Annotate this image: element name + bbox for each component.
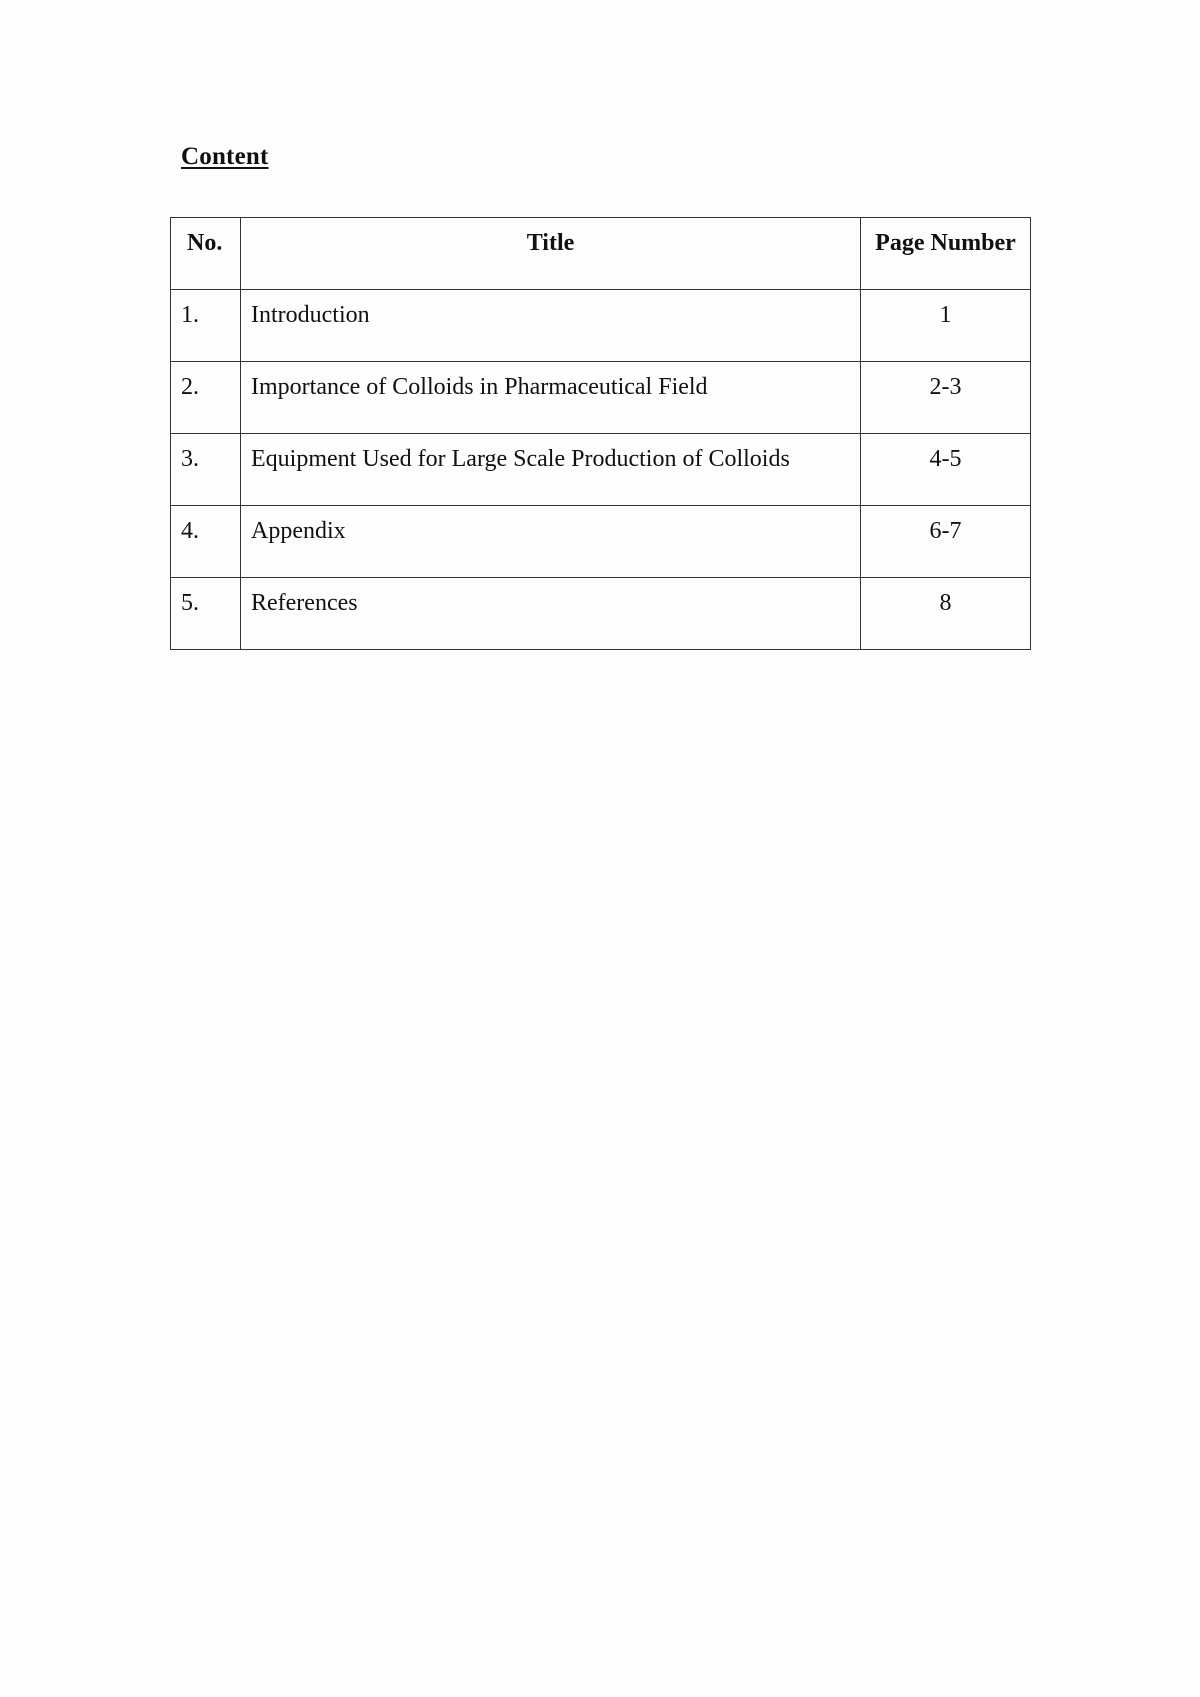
row-no: 1. bbox=[171, 290, 241, 362]
row-title: Introduction bbox=[241, 290, 861, 362]
row-page-number: 4-5 bbox=[861, 434, 1031, 506]
table-row bbox=[171, 362, 1031, 434]
row-no: 4. bbox=[171, 506, 241, 578]
table-of-contents bbox=[170, 217, 1031, 650]
header-page-number: Page Number bbox=[861, 218, 1031, 290]
row-title: Equipment Used for Large Scale Production of Colloids bbox=[241, 434, 861, 506]
row-page-number: 6-7 bbox=[861, 506, 1031, 578]
row-no: 2. bbox=[171, 362, 241, 434]
row-no: 3. bbox=[171, 434, 241, 506]
table-row bbox=[171, 578, 1031, 650]
table-header-row bbox=[171, 218, 1031, 290]
row-title: References bbox=[241, 578, 861, 650]
row-page-number: 1 bbox=[861, 290, 1031, 362]
row-page-number: 2-3 bbox=[861, 362, 1031, 434]
row-page-number: 8 bbox=[861, 578, 1031, 650]
row-title: Importance of Colloids in Pharmaceutical Field bbox=[241, 362, 861, 434]
table-row bbox=[171, 434, 1031, 506]
header-no: No. bbox=[171, 218, 241, 290]
header-title: Title bbox=[241, 218, 861, 290]
row-title: Appendix bbox=[241, 506, 861, 578]
table-row bbox=[171, 506, 1031, 578]
page-heading: Content bbox=[181, 143, 269, 170]
table-row bbox=[171, 290, 1031, 362]
row-no: 5. bbox=[171, 578, 241, 650]
